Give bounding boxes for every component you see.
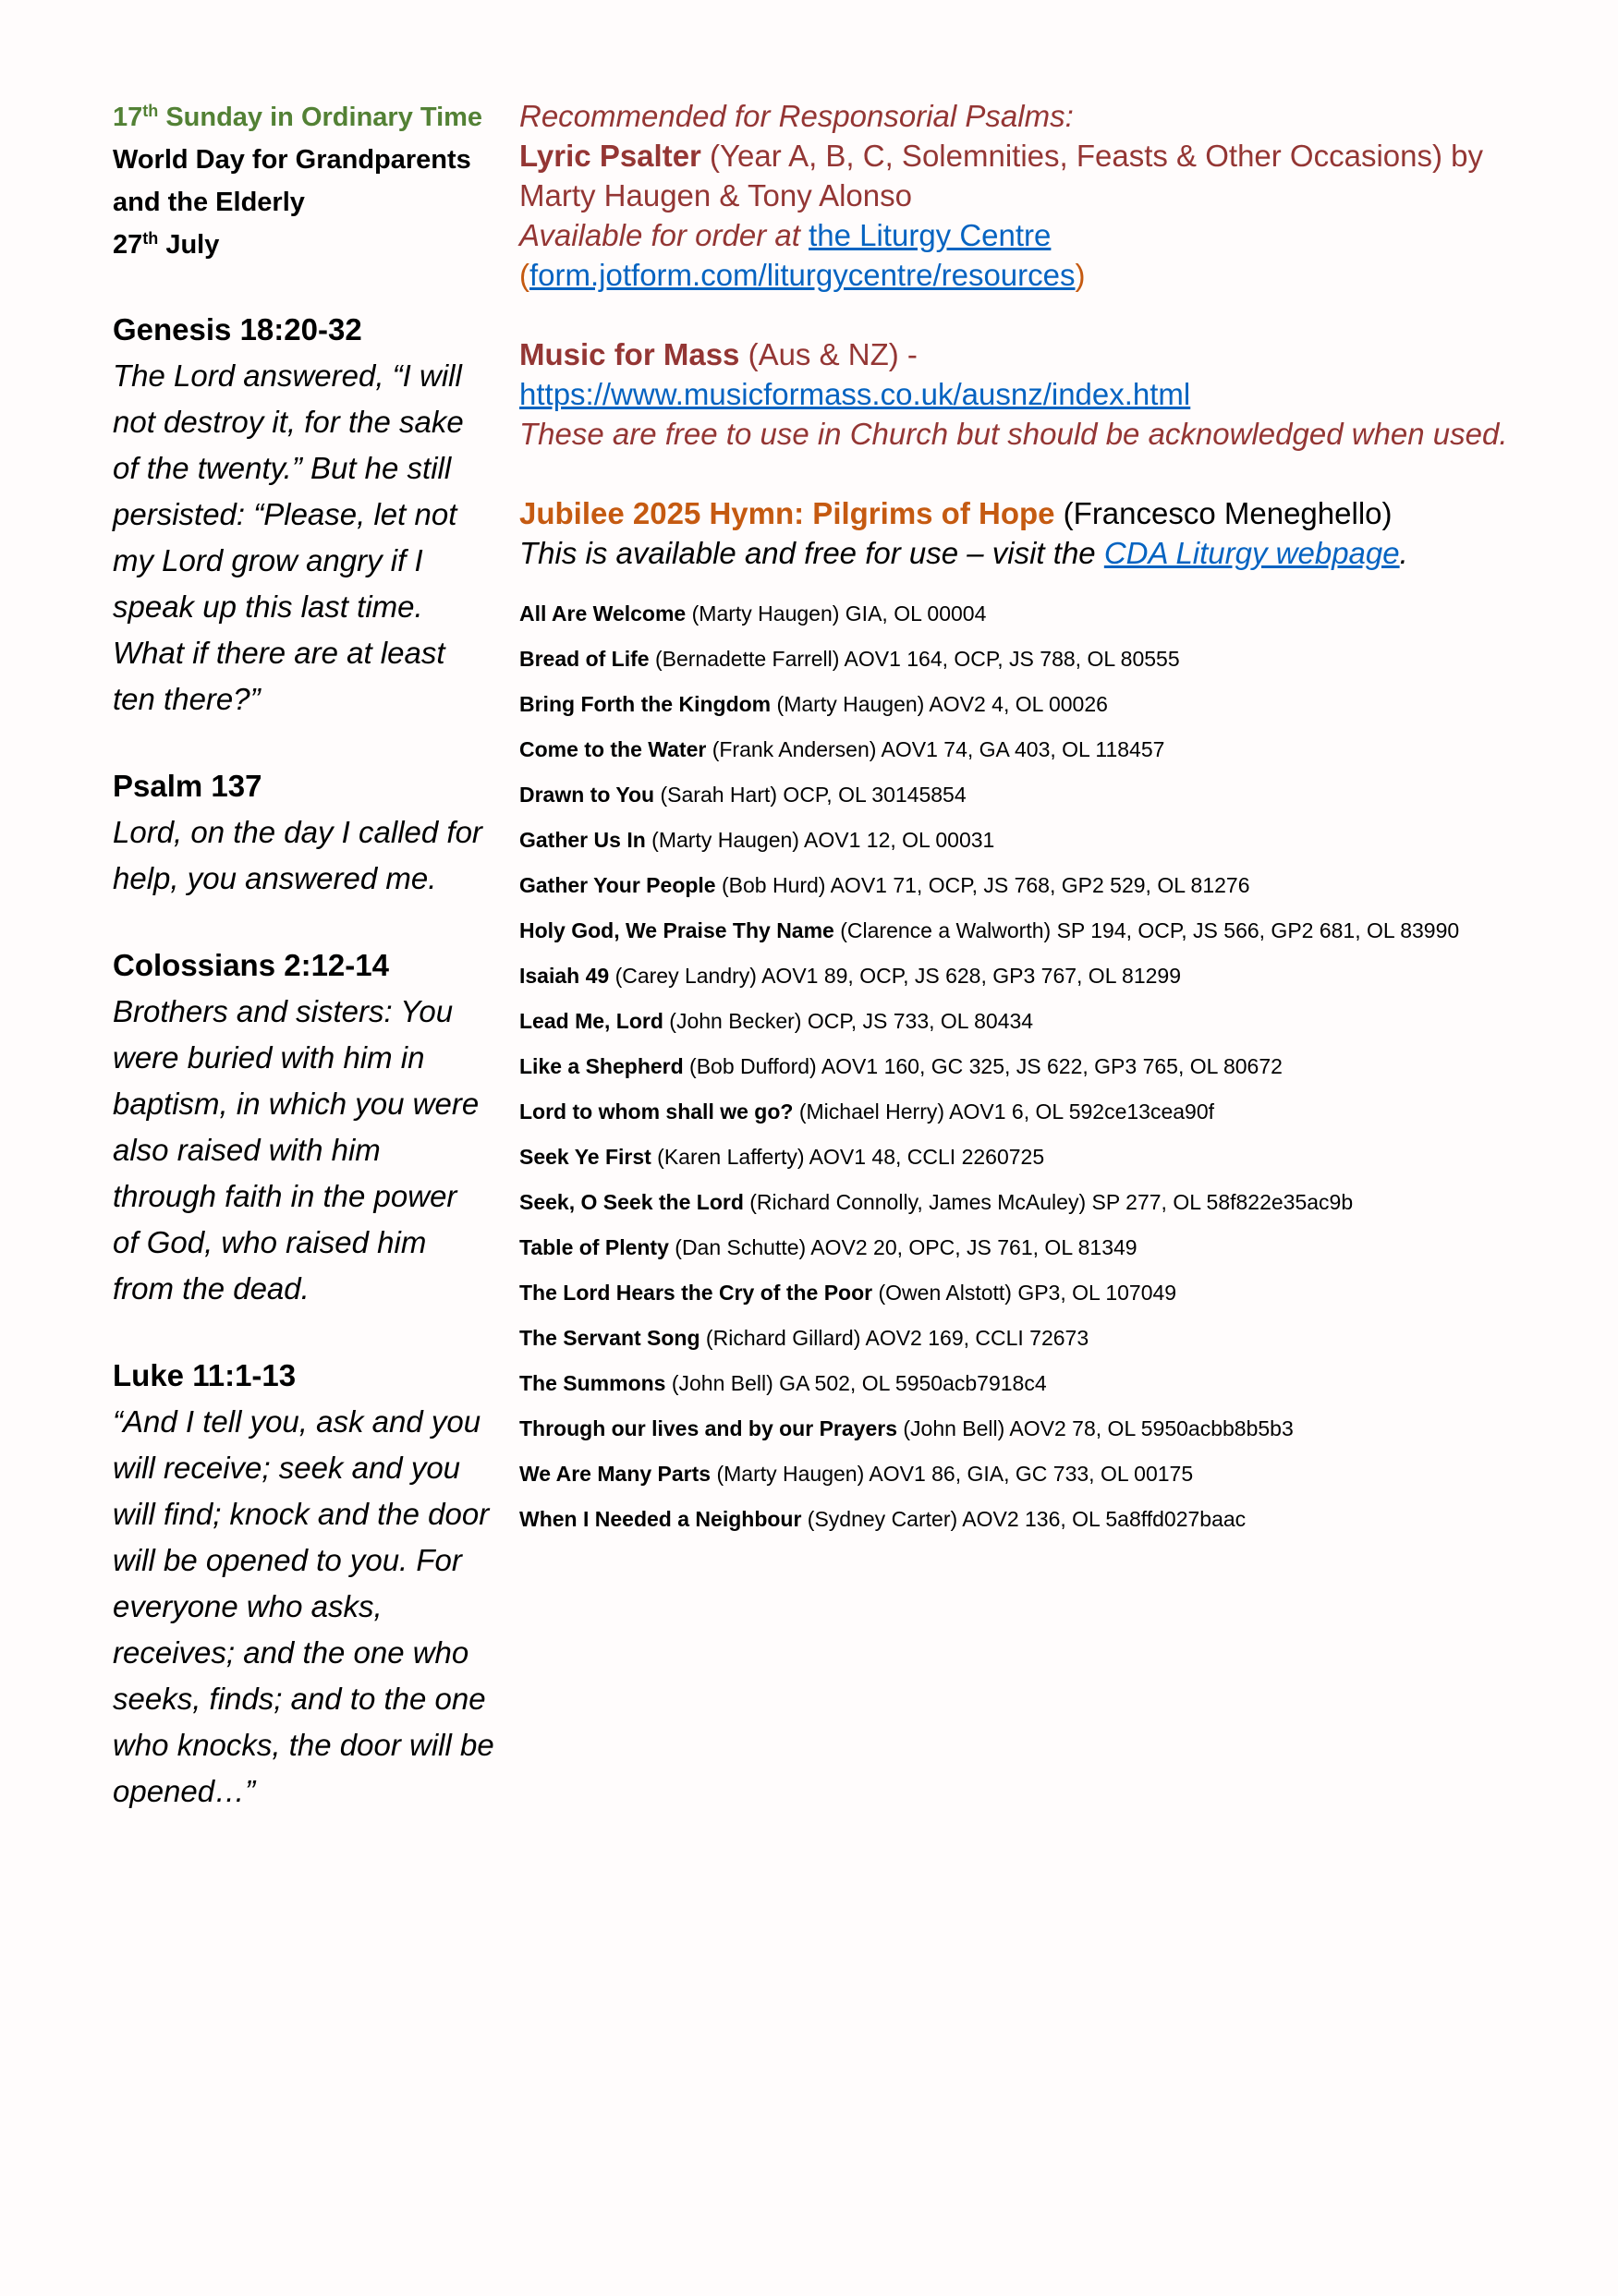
- hymn-info: (Bob Hurd) AOV1 71, OCP, JS 768, GP2 529, OL 81276: [715, 873, 1250, 897]
- hymn-item: [519, 1044, 1582, 1089]
- hymn-list: [519, 591, 1582, 1542]
- sunday-name: Sunday in Ordinary Time: [158, 103, 483, 132]
- sunday-title: [113, 96, 510, 139]
- hymn-title: Isaiah 49: [519, 964, 610, 988]
- hymn-title: Gather Your People: [519, 873, 716, 897]
- hymn-title: When I Needed a Neighbour: [519, 1507, 802, 1531]
- reading-line: my Lord grow angry if I: [113, 543, 423, 577]
- reading-text: [113, 1399, 510, 1815]
- available-text: Available for order at: [519, 218, 809, 252]
- lyric-psalter-authors: Marty Haugen & Tony Alonso: [519, 178, 912, 213]
- hymn-item: [519, 863, 1582, 908]
- music-for-mass-note: These are free to use in Church but should be acknowledged when used.: [519, 417, 1508, 451]
- hymn-info: (Sydney Carter) AOV2 136, OL 5a8ffd027baac: [801, 1507, 1247, 1531]
- reading-line: from the dead.: [113, 1271, 310, 1306]
- reading-line: were buried with him in: [113, 1040, 425, 1075]
- hymn-item: [519, 591, 1582, 637]
- reading-reference: Psalm 137: [113, 769, 262, 803]
- hymn-item: [519, 908, 1582, 954]
- lyric-psalter-line: [519, 136, 1582, 176]
- reading-line: seeks, finds; and to the one: [113, 1682, 486, 1716]
- music-for-mass-url-line: [519, 374, 1582, 414]
- hymn-title: Seek Ye First: [519, 1145, 651, 1169]
- reading-line: help, you answered me.: [113, 861, 437, 895]
- hymn-item: [519, 1406, 1582, 1452]
- reading-reference: Luke 11:1-13: [113, 1358, 297, 1392]
- hymn-title: Lord to whom shall we go?: [519, 1099, 794, 1124]
- reading-line: baptism, in which you were: [113, 1087, 480, 1121]
- reading-luke: [113, 1353, 510, 1815]
- lyric-psalter-title: Lyric Psalter: [519, 139, 701, 173]
- reading-line: will receive; seek and you: [113, 1451, 461, 1485]
- reading-line: through faith in the power: [113, 1179, 457, 1213]
- hymn-title: Through our lives and by our Prayers: [519, 1416, 897, 1440]
- reading-reference: Genesis 18:20-32: [113, 312, 362, 346]
- hymn-info: (John Bell) GA 502, OL 5950acb7918c4: [665, 1371, 1047, 1395]
- hymn-item: [519, 954, 1582, 999]
- sunday-number-suffix: th: [142, 102, 159, 120]
- availability-line: [519, 215, 1582, 255]
- hymn-info: (Karen Lafferty) AOV1 48, CCLI 2260725: [651, 1145, 1045, 1169]
- hymn-info: (Michael Herry) AOV1 6, OL 592ce13cea90f: [793, 1099, 1214, 1124]
- hymn-info: (Sarah Hart) OCP, OL 30145854: [654, 783, 967, 807]
- responsorial-psalms-block: [519, 96, 1582, 573]
- hymn-item: [519, 1270, 1582, 1316]
- hymn-title: Lead Me, Lord: [519, 1009, 663, 1033]
- reading-text: [113, 809, 510, 902]
- jubilee-note-line: [519, 533, 1582, 573]
- hymn-item: [519, 818, 1582, 863]
- reading-line: of the twenty.” But he still: [113, 451, 452, 485]
- reading-line: “And I tell you, ask and you: [113, 1404, 481, 1439]
- hymn-title: Like a Shepherd: [519, 1054, 684, 1078]
- hymn-item: [519, 1361, 1582, 1406]
- liturgy-centre-link[interactable]: the Liturgy Centre: [809, 218, 1052, 252]
- reading-line: receives; and the one who: [113, 1635, 469, 1670]
- hymn-info: (Clarence a Walworth) SP 194, OCP, JS 566, GP2 681, OL 83990: [833, 918, 1460, 942]
- hymn-info: (Bob Dufford) AOV1 160, GC 325, JS 622, GP3 765, OL 80672: [683, 1054, 1283, 1078]
- hymn-item: [519, 637, 1582, 682]
- reading-line: opened…”: [113, 1774, 256, 1808]
- music-for-mass-region: (Aus & NZ) -: [739, 337, 918, 371]
- reading-psalm: [113, 763, 510, 902]
- reading-text: [113, 989, 510, 1312]
- jotform-link[interactable]: form.jotform.com/liturgycentre/resources: [529, 258, 1076, 292]
- lyric-psalter-description: (Year A, B, C, Solemnities, Feasts & Other Occasions) by: [700, 139, 1483, 173]
- hymn-item: [519, 999, 1582, 1044]
- hymn-title: Come to the Water: [519, 737, 707, 761]
- paren-open: (: [519, 258, 529, 292]
- jubilee-line: [519, 493, 1582, 533]
- hymn-info: (Frank Andersen) AOV1 74, GA 403, OL 118457: [706, 737, 1165, 761]
- hymn-info: (Marty Haugen) AOV2 4, OL 00026: [771, 692, 1108, 716]
- hymn-info: (Richard Connolly, James McAuley) SP 277, OL 58f822e35ac9b: [743, 1190, 1354, 1214]
- hymn-info: (Bernadette Farrell) AOV1 164, OCP, JS 788, OL 80555: [649, 647, 1180, 671]
- hymn-item: [519, 1225, 1582, 1270]
- hymn-title: Gather Us In: [519, 828, 646, 852]
- hymn-info: (Owen Alstott) GP3, OL 107049: [872, 1281, 1177, 1305]
- jubilee-title: Jubilee 2025 Hymn: Pilgrims of Hope: [519, 496, 1055, 530]
- hymn-item: [519, 1089, 1582, 1135]
- reading-line: who knocks, the door will be: [113, 1728, 494, 1762]
- hymn-title: The Servant Song: [519, 1326, 700, 1350]
- hymn-title: The Lord Hears the Cry of the Poor: [519, 1281, 873, 1305]
- paren-close: ): [1075, 258, 1086, 292]
- hymn-title: Bread of Life: [519, 647, 650, 671]
- hymn-item: [519, 1135, 1582, 1180]
- hymn-item: [519, 1452, 1582, 1497]
- hymn-info: (Dan Schutte) AOV2 20, OPC, JS 761, OL 81349: [668, 1235, 1137, 1259]
- hymn-title: Holy God, We Praise Thy Name: [519, 918, 834, 942]
- reading-line: also raised with him: [113, 1133, 381, 1167]
- reading-line: of God, who raised him: [113, 1225, 427, 1259]
- world-day-line-1: World Day for Grandparents: [113, 145, 471, 175]
- music-column: [519, 96, 1582, 1542]
- hymn-info: (Marty Haugen) GIA, OL 00004: [686, 601, 987, 626]
- reading-reference: Colossians 2:12-14: [113, 948, 389, 982]
- hymn-info: (Marty Haugen) AOV1 12, OL 00031: [645, 828, 995, 852]
- reading-genesis: [113, 307, 510, 723]
- hymn-title: Table of Plenty: [519, 1235, 669, 1259]
- reading-line: The Lord answered, “I will: [113, 358, 462, 393]
- reading-text: [113, 353, 510, 723]
- recommended-heading: Recommended for Responsorial Psalms:: [519, 99, 1074, 133]
- music-for-mass-link[interactable]: https://www.musicformass.co.uk/ausnz/index.html: [519, 377, 1191, 411]
- date-month: July: [158, 230, 220, 260]
- date-suffix: th: [142, 229, 159, 248]
- reading-line: ten there?”: [113, 682, 261, 716]
- hymn-title: We Are Many Parts: [519, 1462, 712, 1486]
- readings-column: [113, 96, 510, 1815]
- jubilee-author: (Francesco Meneghello): [1054, 496, 1393, 530]
- jubilee-end: .: [1399, 536, 1408, 570]
- hymn-title: The Summons: [519, 1371, 666, 1395]
- reading-line: What if there are at least: [113, 636, 445, 670]
- jotform-line: [519, 255, 1582, 295]
- hymn-title: Seek, O Seek the Lord: [519, 1190, 744, 1214]
- occasion-date: [113, 224, 510, 266]
- hymn-item: [519, 727, 1582, 772]
- hymn-item: [519, 1180, 1582, 1225]
- hymn-info: (Marty Haugen) AOV1 86, GIA, GC 733, OL 00175: [711, 1462, 1194, 1486]
- hymn-item: [519, 1316, 1582, 1361]
- hymn-title: All Are Welcome: [519, 601, 687, 626]
- hymn-title: Drawn to You: [519, 783, 655, 807]
- reading-line: will find; knock and the door: [113, 1497, 490, 1531]
- hymn-info: (John Bell) AOV2 78, OL 5950acbb8b5b3: [896, 1416, 1294, 1440]
- reading-line: everyone who asks,: [113, 1589, 383, 1623]
- reading-line: persisted: “Please, let not: [113, 497, 457, 531]
- hymn-info: (Carey Landry) AOV1 89, OCP, JS 628, GP3 767, OL 81299: [609, 964, 1181, 988]
- hymn-item: [519, 682, 1582, 727]
- sunday-number: 17: [113, 103, 143, 132]
- reading-line: will be opened to you. For: [113, 1543, 462, 1577]
- reading-line: Brothers and sisters: You: [113, 994, 454, 1028]
- music-for-mass-line: [519, 334, 1582, 374]
- hymn-title: Bring Forth the Kingdom: [519, 692, 772, 716]
- reading-colossians: [113, 942, 510, 1312]
- occasion-heading: [113, 96, 510, 266]
- hymn-item: [519, 772, 1582, 818]
- reading-line: not destroy it, for the sake: [113, 405, 464, 439]
- jubilee-note: This is available and free for use – visit the: [519, 536, 1104, 570]
- music-for-mass-title: Music for Mass: [519, 337, 740, 371]
- reading-line: Lord, on the day I called for: [113, 815, 482, 849]
- hymn-info: (John Becker) OCP, JS 733, OL 80434: [663, 1009, 1034, 1033]
- hymn-info: (Richard Gillard) AOV2 169, CCLI 72673: [700, 1326, 1089, 1350]
- hymn-item: [519, 1497, 1582, 1542]
- reading-line: speak up this last time.: [113, 589, 423, 624]
- world-day-line-2: and the Elderly: [113, 188, 305, 217]
- cda-liturgy-link[interactable]: CDA Liturgy webpage: [1103, 536, 1400, 570]
- date-number: 27: [113, 230, 143, 260]
